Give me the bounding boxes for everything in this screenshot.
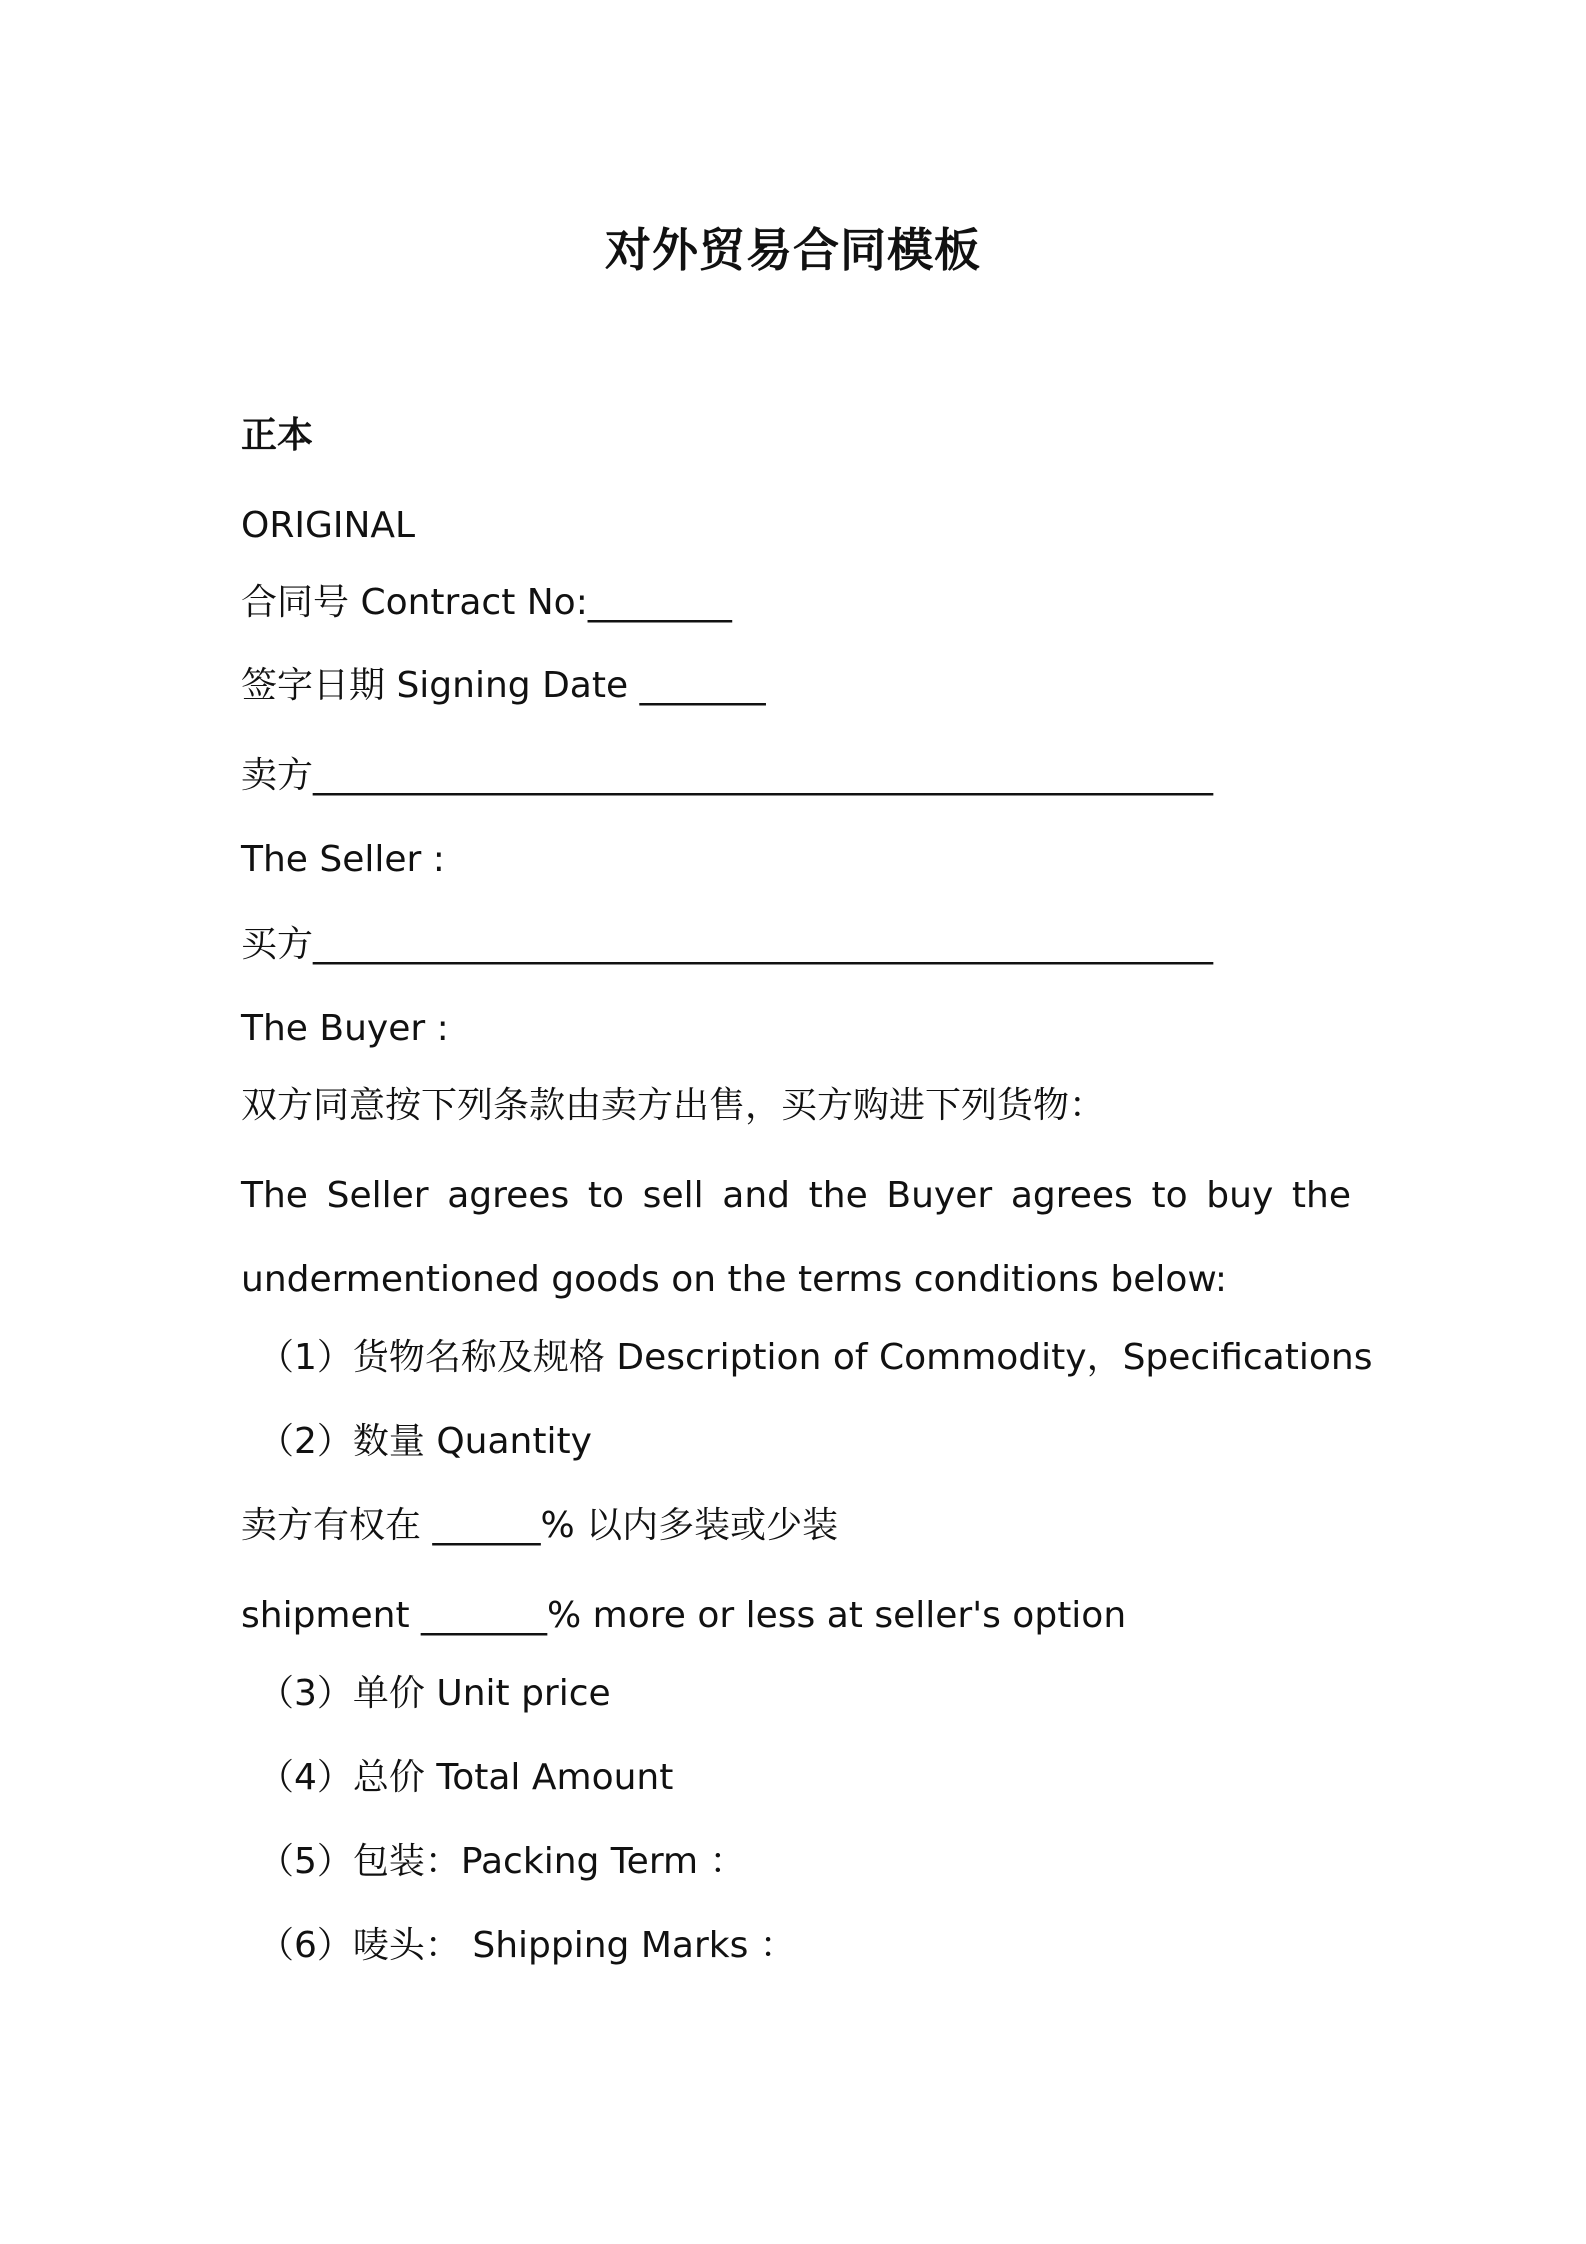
clause-3-unit-price: （3）单价 Unit price <box>258 1673 611 1714</box>
document-title: 对外贸易合同模板 <box>605 223 981 277</box>
tolerance-statement-en: shipment _______% more or less at seller's option <box>241 1595 1127 1636</box>
original-label-en: ORIGINAL <box>241 505 416 546</box>
agreement-statement-cn: 双方同意按下列条款由卖方出售，买方购进下列货物： <box>241 1085 1106 1126</box>
contract-number-field: 合同号 Contract No:________ <box>241 582 732 623</box>
buyer-label-en: The Buyer : <box>241 1008 449 1049</box>
seller-field-cn: 卖方__________________________________________________ <box>241 755 1213 796</box>
clause-1-description: （1）货物名称及规格 Description of Commodity，Specifications <box>258 1337 1373 1378</box>
signing-date-field: 签字日期 Signing Date _______ <box>241 665 766 706</box>
clause-5-packing-term: （5）包装：Packing Term ： <box>258 1841 746 1882</box>
seller-label-en: The Seller : <box>241 839 445 880</box>
agreement-statement-en-line2: undermentioned goods on the terms conditions below: <box>241 1259 1227 1300</box>
clause-6-shipping-marks: （6）唛头： Shipping Marks ： <box>258 1925 796 1966</box>
clause-2-quantity: （2）数量 Quantity <box>258 1421 592 1462</box>
agreement-statement-en-line1: The Seller agrees to sell and the Buyer agrees to buy the <box>241 1175 1351 1216</box>
buyer-field-cn: 买方__________________________________________________ <box>241 924 1213 965</box>
clause-4-total-amount: （4）总价 Total Amount <box>258 1757 674 1798</box>
tolerance-statement-cn: 卖方有权在 ______% 以内多装或少装 <box>241 1505 839 1546</box>
original-label-cn: 正本 <box>241 415 314 456</box>
